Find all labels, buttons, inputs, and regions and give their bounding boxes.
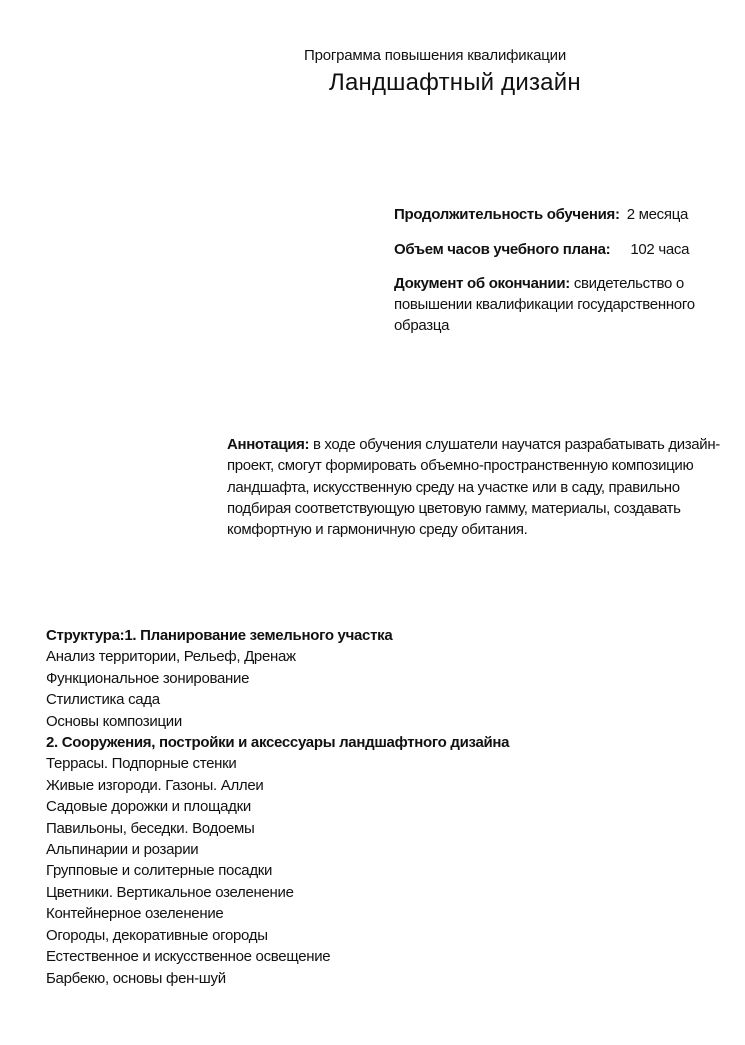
list-item: Контейнерное озеленение <box>46 905 224 923</box>
hours-label: Объем часов учебного плана: <box>394 241 611 258</box>
structure-section <box>46 625 706 989</box>
structure-heading <box>46 625 706 646</box>
document-value: свидетельство о повышении квалификации государственного образца <box>394 275 695 334</box>
list-item: Функциональное зонирование <box>46 669 250 687</box>
list-item: Анализ территории, Рельеф, Дренаж <box>46 648 296 666</box>
duration-row <box>394 204 724 225</box>
list-item: Естественное и искусственное освещение <box>46 948 331 966</box>
document-label: Документ об окончании: <box>394 275 570 292</box>
document-row <box>394 273 724 336</box>
annotation-text: в ходе обучения слушатели научатся разрабатывать дизайн-проект, смогут формировать объемно-пространственную композицию ландшафта, искусственную среду на участке или в саду, правильно подбирая соответствующую цветовую гамму, материалы, создавать комфортную и гармоничную среду обитания. <box>227 436 720 539</box>
list-item: Садовые дорожки и площадки <box>46 798 251 816</box>
duration-label: Продолжительность обучения: <box>394 206 620 223</box>
list-item: Живые изгороди. Газоны. Аллеи <box>46 776 264 794</box>
structure-label: Структура: <box>46 627 125 644</box>
section-1-title: 1. Планирование земельного участка <box>124 627 393 644</box>
list-item: Альпинарии и розарии <box>46 841 199 859</box>
hours-value: 102 часа <box>630 241 690 258</box>
list-item: Террасы. Подпорные стенки <box>46 755 237 773</box>
program-subtitle: Программа повышения квалификации <box>304 47 567 64</box>
list-item: Основы композиции <box>46 712 182 730</box>
annotation-paragraph <box>227 434 732 540</box>
section-2-title: 2. Сооружения, постройки и аксессуары ландшафтного дизайна <box>46 734 510 752</box>
course-title: Ландшафтный дизайн <box>329 69 581 96</box>
duration-value: 2 месяца <box>626 206 689 223</box>
list-item: Павильоны, беседки. Водоемы <box>46 819 255 837</box>
hours-row <box>394 239 724 260</box>
list-item: Огороды, декоративные огороды <box>46 926 268 944</box>
list-item: Групповые и солитерные посадки <box>46 862 273 880</box>
list-item: Барбекю, основы фен-шуй <box>46 969 226 987</box>
annotation-label: Аннотация: <box>227 436 310 453</box>
list-item: Цветники. Вертикальное озеленение <box>46 883 294 901</box>
list-item: Стилистика сада <box>46 691 160 709</box>
